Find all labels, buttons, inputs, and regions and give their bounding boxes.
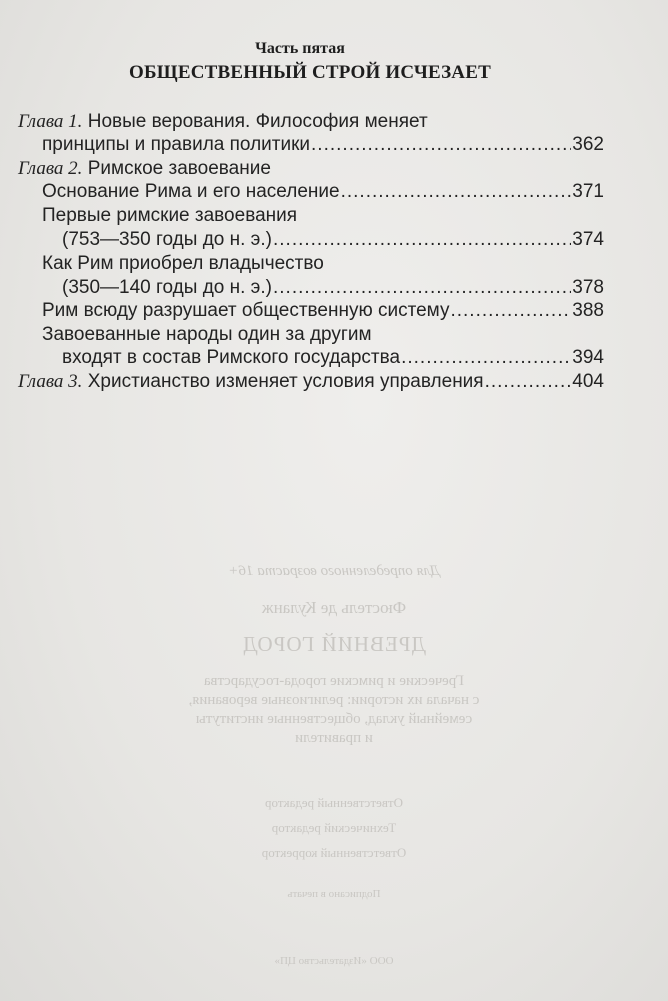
chapter-2-prefix: Глава 2. xyxy=(18,158,83,179)
chapter-3-title: Христианство изменяет условия управления xyxy=(87,371,484,392)
ghost-desc-2: с начала их истории: религиозные верования, xyxy=(188,692,480,708)
chapter-3-prefix: Глава 3. xyxy=(18,371,83,392)
ghost-publisher: ООО «Издательство ЦП» xyxy=(274,955,394,967)
section-5-title-1: Завоеванные народы один за другим xyxy=(42,324,372,345)
section-4-page: 388 xyxy=(572,300,604,321)
toc-section-5-line-1 xyxy=(42,324,372,346)
part-title: ОБЩЕСТВЕННЫЙ СТРОЙ ИСЧЕЗАЕТ xyxy=(129,62,491,83)
part-label: Часть пятая xyxy=(255,40,345,57)
toc-section-3-line-1 xyxy=(42,253,324,275)
ghost-signed: Подписано в печать xyxy=(287,888,381,900)
chapter-1-page: 362 xyxy=(572,134,604,155)
section-3-title-2: (350—140 годы до н. э.) xyxy=(62,277,272,298)
section-2-page: 374 xyxy=(572,229,604,250)
section-4-title: Рим всюду разрушает общественную систему xyxy=(42,300,450,321)
toc-section-2-line-1 xyxy=(42,205,297,227)
leader-dots xyxy=(485,371,572,393)
toc-chapter-1-line-1 xyxy=(18,111,428,133)
toc-section-1 xyxy=(42,181,604,203)
section-5-page: 394 xyxy=(572,347,604,368)
section-5-title-2: входят в состав Римского государства xyxy=(62,347,401,368)
section-1-page: 371 xyxy=(572,181,604,202)
chapter-2-title: Римское завоевание xyxy=(87,158,271,179)
section-3-page: 378 xyxy=(572,277,604,298)
leader-dots xyxy=(311,134,571,156)
section-2-title-2: (753—350 годы до н. э.) xyxy=(62,229,272,250)
chapter-3-heading xyxy=(18,371,484,393)
ghost-editor-2: Технический редактор xyxy=(271,820,397,835)
toc-section-2-line-2 xyxy=(62,229,604,251)
toc-chapter-2 xyxy=(18,158,271,180)
chapter-1-title-1: Новые верования. Философия меняет xyxy=(87,111,428,132)
ghost-editor-1: Ответственный редактор xyxy=(264,795,404,810)
leader-dots xyxy=(341,181,572,203)
toc-chapter-3 xyxy=(18,371,604,393)
chapter-1-title-2: принципы и правила политики xyxy=(42,134,311,155)
ghost-desc-1: Греческие и римские города-государства xyxy=(204,673,464,689)
section-3-title-1: Как Рим приобрел владычество xyxy=(42,253,324,274)
toc-chapter-1-line-2 xyxy=(42,134,604,156)
leader-dots xyxy=(401,347,571,369)
chapter-1-prefix: Глава 1. xyxy=(18,111,83,132)
ghost-desc-4: и правители xyxy=(295,730,373,746)
ghost-author: Фюстель де Куланж xyxy=(261,598,407,617)
section-1-title: Основание Рима и его население xyxy=(42,181,340,202)
section-2-title-1: Первые римские завоевания xyxy=(42,205,298,226)
chapter-3-page: 404 xyxy=(572,371,604,392)
toc-section-3-line-2 xyxy=(62,277,604,299)
ghost-editor-3: Ответственный корректор xyxy=(261,845,407,860)
leader-dots xyxy=(450,300,571,322)
leader-dots xyxy=(273,277,571,299)
toc-section-4 xyxy=(42,300,604,322)
leader-dots xyxy=(273,229,571,251)
ghost-title: ДРЕВНИЙ ГОРОД xyxy=(242,632,426,656)
ghost-age-rating: Для определенного возраста 16+ xyxy=(228,563,440,579)
toc-section-5-line-2 xyxy=(62,347,604,369)
ghost-desc-3: семейный уклад, общественные институты xyxy=(195,711,473,727)
